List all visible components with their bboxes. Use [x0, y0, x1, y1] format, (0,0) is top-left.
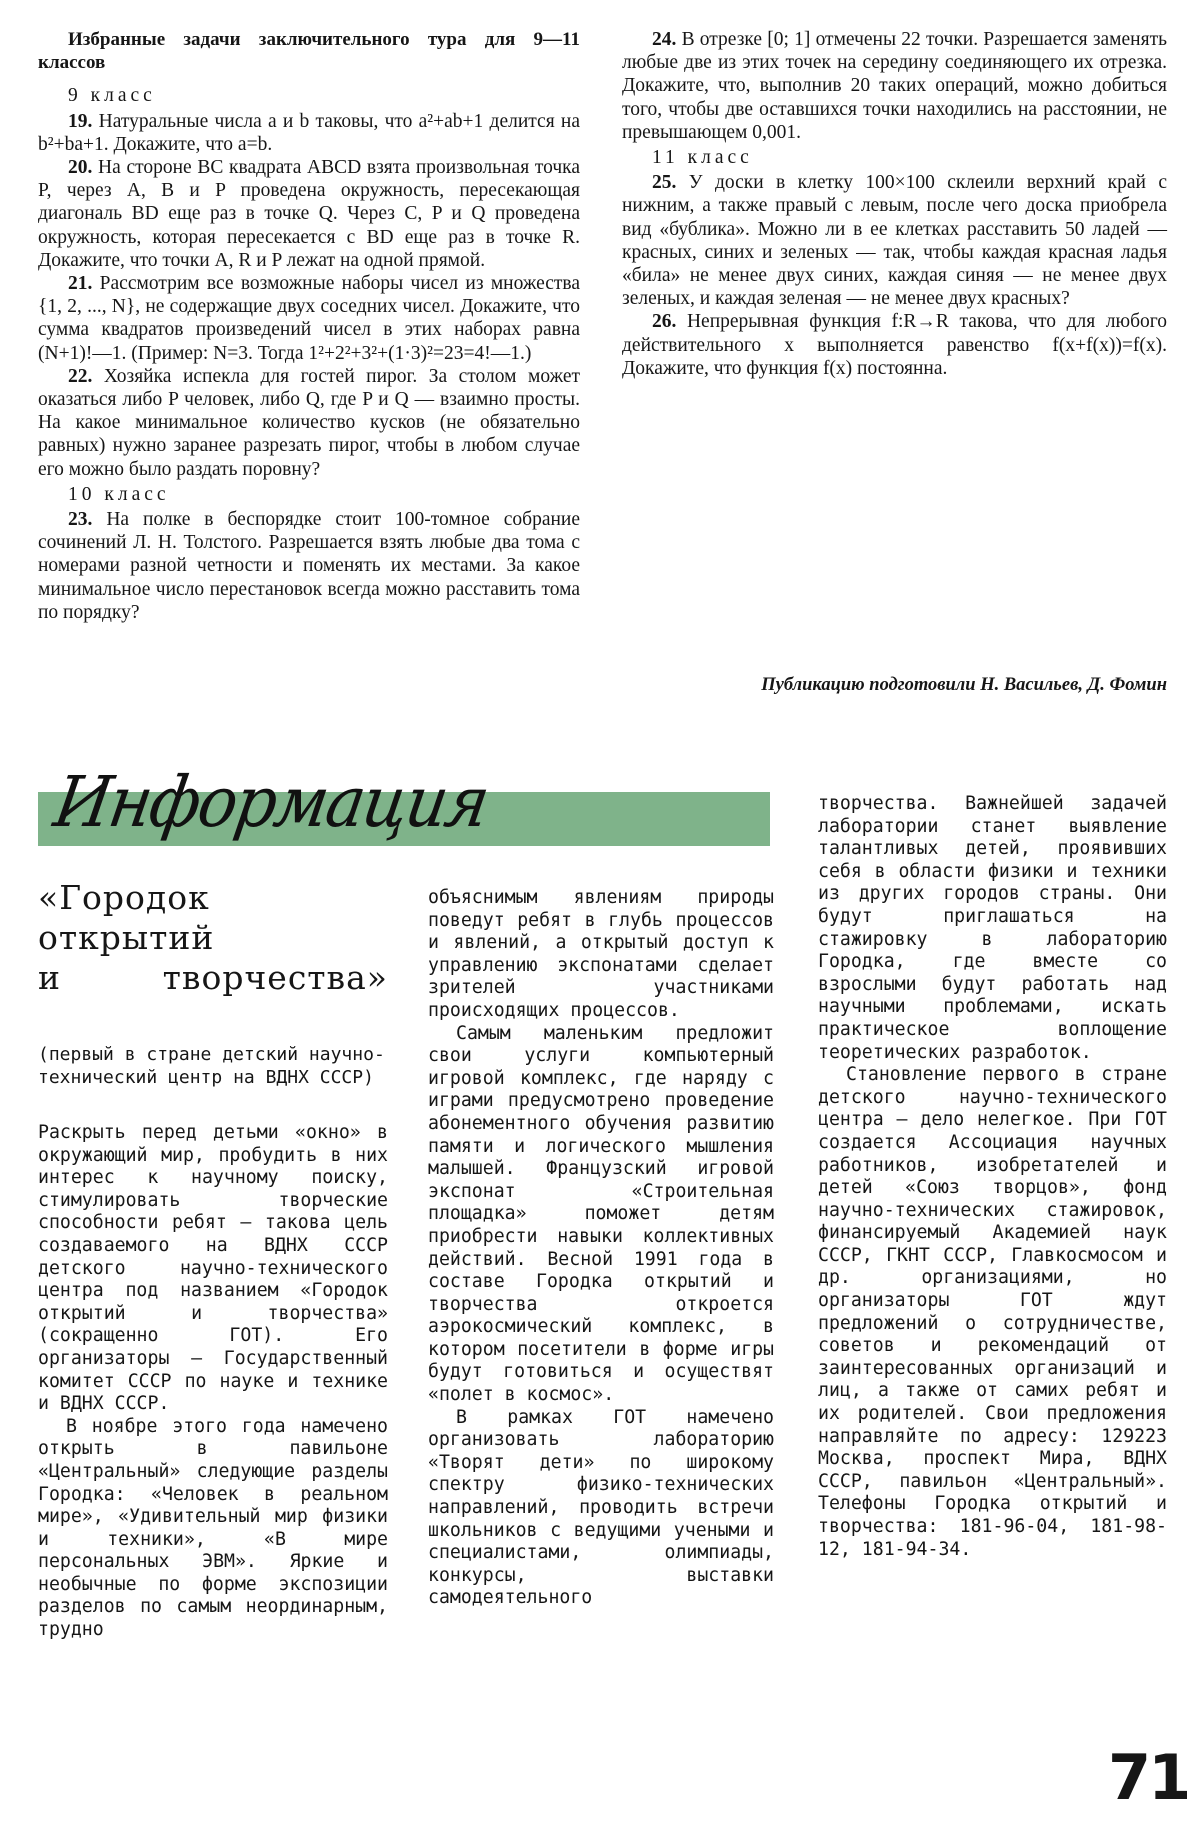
article-title-line: открытий — [38, 918, 215, 957]
problem-number: 26. — [652, 311, 677, 333]
problem-text: Рассмотрим все возможные наборы чисел из множества {1, 2, ..., N}, не содержащие двух соседних чисел. Докажите, что сумма квадратов произведений чисел в этих наборах равна (N+1)!—1. (Пример: N=3. Тогда 1²+2²+3²+(1·3)²=23=4!—1.) — [38, 273, 580, 364]
problem-text: В отрезке [0; 1] отмечены 22 точки. Разрешается заменять любые две из этих точек на середину соединяющего их отрезка. Докажите, что, выполнив 20 таких операций, можно добиться того, чтобы две оставшихся точки находились на расстоянии, не превышающем 0,001. — [622, 29, 1168, 143]
problem-26 — [622, 310, 1167, 380]
article-paragraph: Раскрыть перед детьми «окно» в окружающий мир, пробудить в них интерес к научному поиску, стимулировать творческие способности ребят — такова цель создаваемого на ВДНХ СССР детского научно-технического центра под названием «Городок открытий и творчества» (сокращенно ГОТ). Его организаторы — Государственный комитет СССР по науке и технике и ВДНХ СССР. — [38, 1122, 388, 1415]
problem-number: 25. — [652, 172, 677, 194]
problem-text: Натуральные числа a и b таковы, что a²+ab+1 делится на b²+ba+1. Докажите, что a=b. — [38, 110, 580, 155]
article-subtitle: (первый в стране детский научно-технический центр на ВДНХ СССР) — [38, 1044, 385, 1088]
article-title-word: творчества» — [162, 958, 388, 997]
problem-text: Хозяйка испекла для гостей пирог. За столом может оказаться либо P человек, либо Q, где P и Q — взаимно просты. На какое минимальное количество кусков (не обязательно равных) нужно заранее разрезать пирог, чтобы в любом случае его можно было раздать поровну? — [38, 365, 580, 480]
grade-9-label: 9 класс — [68, 85, 156, 107]
problem-text: На стороне BC квадрата ABCD взята произвольная точка P, через A, B и P проведена окружность, пересекающая диагональ BD еще раз в точке Q. Через C, P и Q проведена окружность, которая пересекается с BD еще раз в точке R. Докажите, что точки A, R и P лежат на одной прямой. — [38, 157, 580, 271]
problem-text: У доски в клетку 100×100 склеили верхний край с нижним, а также правый с левым, после чего доска приобрела вид «бублика». Можно ли в ее клетках расставить 50 ладей — красных, синих и зеленых — так, чтобы каждая красная ладья «била» не менее двух синих, каждая синяя — не менее двух зеленых, и каждая зеленая — не менее двух красных? — [622, 172, 1168, 310]
section-banner-script-text: Информация — [48, 761, 494, 843]
publication-credit: Публикацию подготовили Н. Васильев, Д. Фомин — [761, 675, 1167, 695]
problem-23 — [38, 508, 580, 624]
problem-20 — [38, 156, 580, 272]
grade-10-label: 10 класс — [68, 483, 170, 505]
problem-text: На полке в беспорядке стоит 100-томное собрание сочинений Л. Н. Толстого. Разрешается взять любые два тома с номерами разной четности и поменять их местами. За какое минимальное число перестановок всегда можно расставить тома по порядку? — [38, 509, 580, 623]
problem-number: 21. — [68, 273, 93, 295]
problem-number: 23. — [68, 509, 93, 531]
article-paragraph: Самым маленьким предложит свои услуги компьютерный игровой комплекс, где наряду с играми предусмотрено проведение абонементного обучения развитию памяти и логического мышления малышей. Французский игровой экспонат «Строительная площадка» поможет детям приобрести навыки коллективных действий. Весной 1991 года в составе Городка открытий и творчества откроется аэрокосмический комплекс, в котором посетители в форме игры будут готовиться и осуществят «полет в космос». — [428, 1022, 774, 1406]
problems-column-left — [38, 28, 580, 624]
article-title-line: «Городок — [38, 878, 210, 917]
problem-24 — [622, 28, 1167, 144]
problem-19 — [38, 110, 580, 156]
problems-column-right — [622, 28, 1167, 380]
problem-21 — [38, 272, 580, 365]
problems-header: Избранные задачи заключительного тура для 9—11 классов — [38, 29, 580, 74]
problem-text: Непрерывная функция f:R→R такова, что для любого действительного x выполняется равенство f(x+f(x))=f(x). Докажите, что функция f(x) постоянна. — [622, 311, 1167, 379]
problem-number: 24. — [652, 29, 677, 50]
problem-22 — [38, 365, 580, 481]
article-column-1 — [38, 1122, 388, 1642]
article-title-line — [38, 958, 388, 998]
article-paragraph: В рамках ГОТ намечено организовать лабораторию «Творят дети» по широкому спектру физико-технических направлений, проводить встречи школьников с ведущими учеными и специалистами, олимпиады, конкурсы, выставки самодеятельного — [428, 1406, 774, 1609]
problem-25 — [622, 171, 1167, 310]
article-paragraph: Становление первого в стране детского научно-технического центра — дело нелегкое. При ГОТ создается Ассоциация научных работников, изобретателей и детей «Союз творцов», фонд научно-технических стажировок, финансируемый Академией наук СССР, ГКНТ СССР, Главкосмосом и др. организациями, но организаторы ГОТ ждут предложений о сотрудничестве, советов и рекомендаций от заинтересованных организаций и лиц, а также от самих ребят и их родителей. Свои предложения направляйте по адресу: 129223 Москва, проспект Мира, ВДНХ СССР, павильон «Центральный». Телефоны Городка открытий и творчества: 181-96-04, 181-98-12, 181-94-34. — [818, 1064, 1167, 1560]
problem-number: 19. — [68, 110, 93, 132]
grade-11-label: 11 класс — [652, 147, 753, 169]
article-title-word: и — [38, 958, 61, 997]
page-number: 71 — [1108, 1741, 1189, 1814]
article-title — [38, 878, 388, 998]
problem-number: 22. — [68, 365, 93, 387]
article-paragraph: творчества. Важнейшей задачей лаборатории станет выявление талантливых детей, проявивших себя в области физики и техники из других городов страны. Они будут приглашаться на стажировку в лабораторию Городка, где вместе со взрослыми будут работать над научными проблемами, искать практическое воплощение теоретических разработок. — [818, 793, 1167, 1063]
article-column-3 — [818, 793, 1167, 1561]
article-paragraph: В ноябре этого года намечено открыть в павильоне «Центральный» следующие разделы Городка: «Человек в реальном мире», «Удивительный мир физики и техники», «В мире персональных ЭВМ». Яркие и необычные по форме экспозиции разделов по самым неординарным, трудно — [38, 1415, 388, 1641]
article-paragraph: объяснимым явлениям природы поведут ребят в глубь процессов и явлений, а открытый доступ к управлению экспонатами сделает зрителей участниками происходящих процессов. — [428, 887, 774, 1021]
article-column-2 — [428, 887, 774, 1610]
problem-number: 20. — [68, 157, 93, 179]
